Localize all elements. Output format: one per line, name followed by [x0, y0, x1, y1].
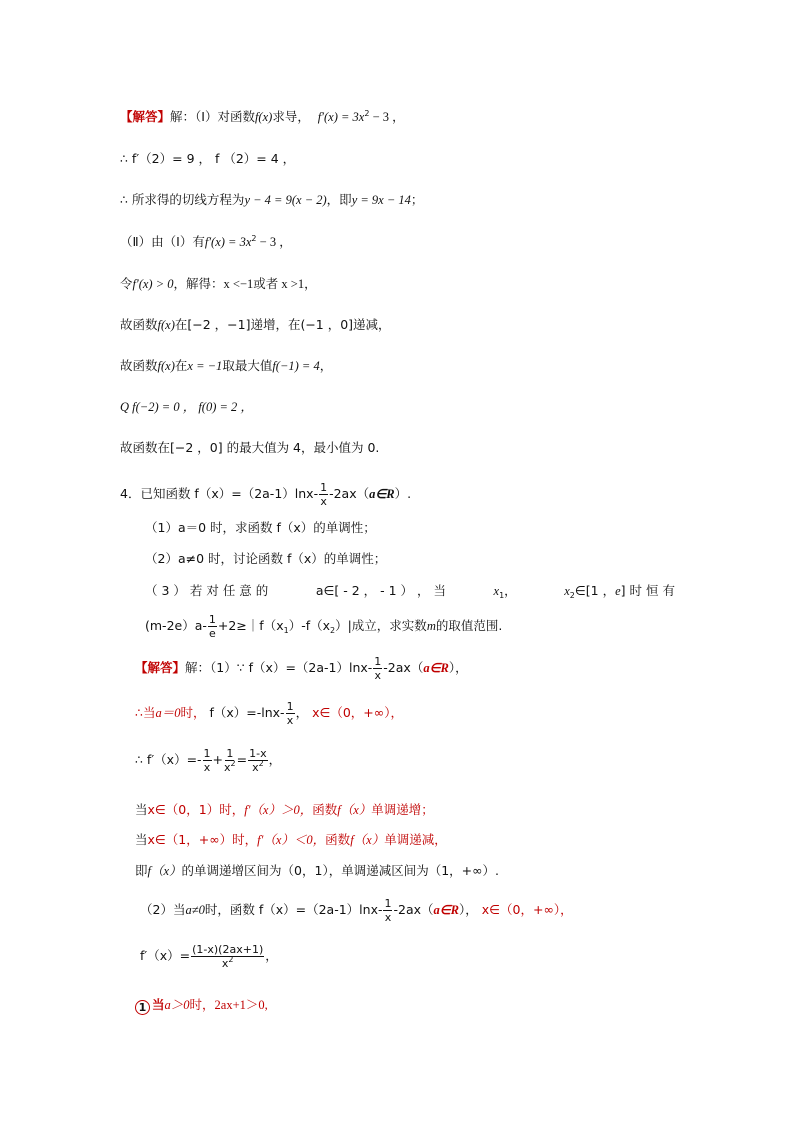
fraction-1mx-over-x-squared: $\frac{1-x}{x^2}$: [249, 747, 267, 774]
fraction-1-over-x-4: $\frac{1}{x}$: [203, 747, 211, 774]
fraction-1-over-x-2: $\frac{1}{x}$: [374, 655, 382, 682]
q4-solution-line-9: 1 当a＞0时，2ax+1＞0,: [135, 996, 268, 1015]
fraction-1-over-x-squared: $\frac{1}{x^2}$: [224, 747, 236, 774]
fraction-1-over-x: $\frac{1}{x}$: [320, 481, 328, 508]
solution-line-9: 故函数在[−2 ，0] 的最大值为 4，最小值为 0.: [120, 440, 380, 455]
q4-solution-line-6: 即f（x）的单调递增区间为（0，1），单调递减区间为（1，+∞）.: [135, 863, 500, 878]
fraction-1-over-x-5: $\frac{1}{x}$: [384, 897, 392, 924]
answer-tag: 【解答】: [120, 109, 171, 124]
solution-line-6: 故函数f(x)在[−2 ，−1]递增，在(−1 ，0]递减，: [120, 317, 391, 332]
question-4-part-3: （ 3 ） 若 对 任 意 的 a∈[ - 2 ， - 1 ） ， 当 $x_1$， $x_2\in[1$ ，e] 时 恒 有: [145, 583, 675, 600]
q4-solution-line-8: f′（x）= $\frac{(1-x)(2ax+1)}{x^2}$ ，: [140, 943, 278, 970]
q4-solution-line-1: 【解答】解：（1）∵ f（x）=（2a-1）lnx- $\frac{1}{x}$ -2ax（a∈R），: [135, 655, 468, 682]
question-4-stem: 4．已知函数 f（x）=（2a-1）lnx- $\frac{1}{x}$ -2ax（a∈R）.: [120, 481, 412, 508]
fraction-derivative: $\frac{(1-x)(2ax+1)}{x^2}$: [192, 943, 264, 970]
question-4-part-2: （2）a≠0 时，讨论函数 f（x）的单调性；: [145, 551, 387, 566]
q4-solution-line-4: 当x∈（0，1）时，f′（x）＞0，函数f（x）单调递增；: [135, 802, 434, 817]
fraction-1-over-e: $\frac{1}{e}$: [208, 613, 216, 640]
answer-tag-2: 【解答】: [135, 660, 186, 675]
question-4-part-3-cont: (m-2e）a- $\frac{1}{e}$ $+2\ge|f(x_1)-f(x_2)|$成立，求实数m的取值范围.: [145, 613, 503, 640]
q4-solution-line-5: 当x∈（1，+∞）时，f′（x）＜0，函数f（x）单调递减，: [135, 832, 447, 847]
solution-line-1: 【解答】解：（Ⅰ）对函数f(x)求导， $f'(x) = 3x^2 - 3$ ，: [120, 109, 405, 124]
solution-line-3: ∴ 所求得的切线方程为y − 4 = 9(x − 2)，即y = 9x − 14；: [120, 192, 424, 207]
q4-solution-line-7: （2）当a≠0时，函数 f（x）=（2a-1）lnx- $\frac{1}{x}$ -2ax（a∈R）， x∈（0，+∞），: [140, 897, 573, 924]
q4-solution-line-3: ∴ f′（x）=- $\frac{1}{x}$ + $\frac{1}{x^2}$ = $\frac{1-x}{x^2}$ ，: [135, 747, 282, 774]
fraction-1-over-x-3: $\frac{1}{x}$: [286, 700, 294, 727]
solution-line-4: （Ⅱ）由（Ⅰ）有$f'(x) = 3x^2 - 3$ ，: [120, 234, 292, 249]
solution-line-5: 令f′(x) > 0，解得：x <−1或者 x >1，: [120, 276, 317, 291]
solution-line-2: ∴ f′（2）= 9 ， f （2）= 4 ，: [120, 151, 296, 166]
solution-line-8: Q f(−2) = 0 ， f(0) = 2 ，: [120, 400, 253, 414]
q4-solution-line-2: ∴当a＝0时， f（x）=-lnx- $\frac{1}{x}$ ， x∈（0，+∞），: [135, 700, 403, 727]
circled-number-icon: 1: [135, 1000, 150, 1015]
question-4-part-1: （1）a＝0 时，求函数 f（x）的单调性；: [145, 520, 376, 535]
solution-line-7: 故函数f(x)在x = −1取最大值f(−1) = 4，: [120, 358, 333, 373]
